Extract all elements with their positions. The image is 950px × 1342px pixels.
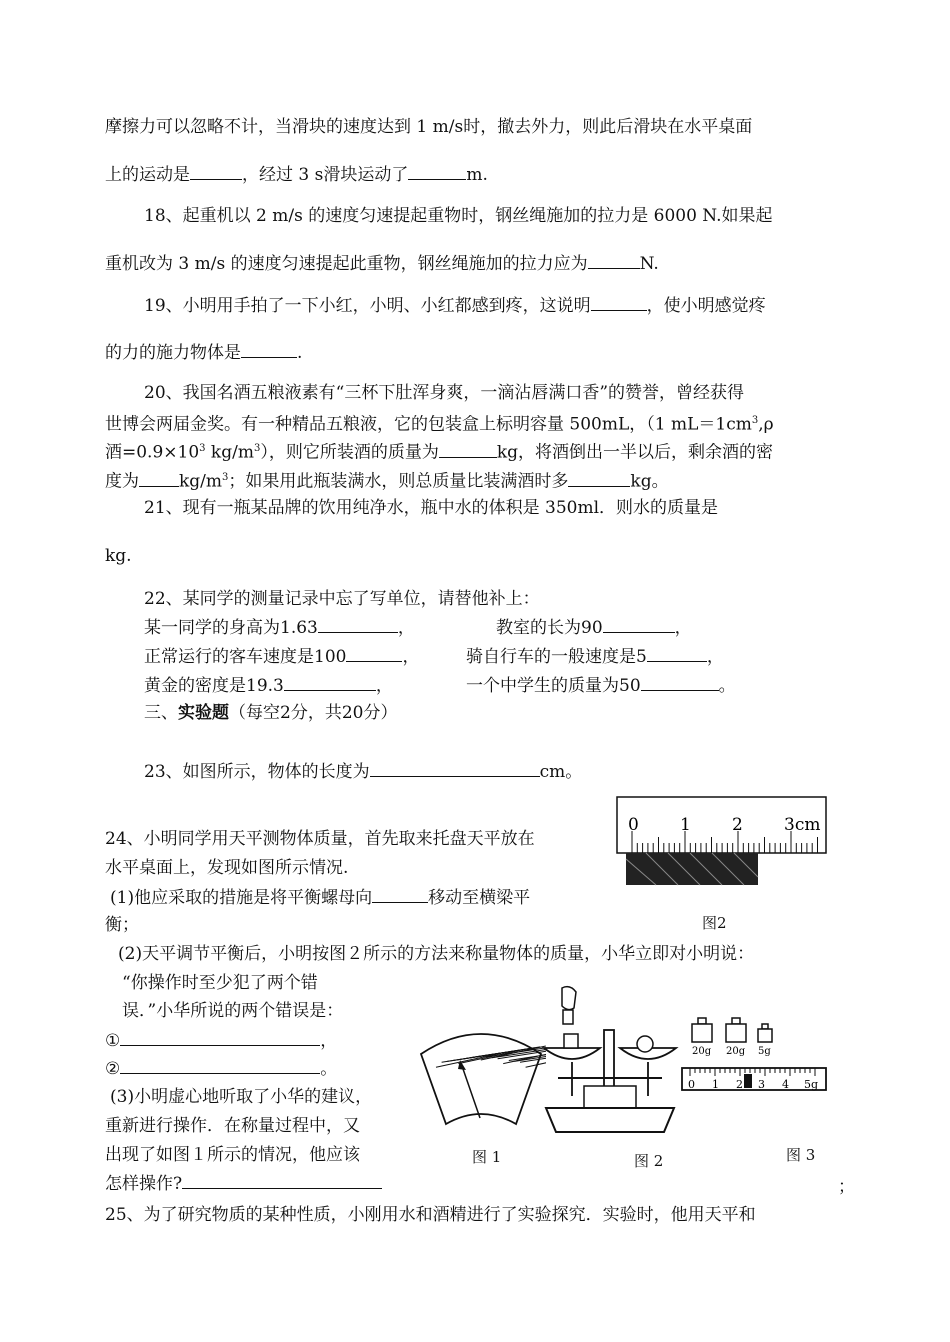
- q24-line13: 怎样操作?: [105, 1172, 382, 1195]
- q20-line3: 酒$=0.9\times 10^3$ $kg/m^3$），则它所装酒的质量为 kg，将酒倒出一半以后，剩余酒的密: [105, 442, 774, 463]
- balance-base: [546, 1108, 674, 1132]
- q18-line1: 18、起重机以 2 m/s 的速度匀速提起重物时，钢丝绳施加的拉力是 6000 N.如果起: [144, 206, 773, 226]
- q24-line1: 24、小明同学用天平测物体质量，首先取来托盘天平放在: [105, 829, 535, 849]
- hand-icon: [562, 987, 576, 1010]
- q24-line4: 衡；: [105, 915, 139, 935]
- left-pan: [544, 1048, 600, 1059]
- q24-line11: 重新进行操作．在称量过程中，又: [105, 1116, 360, 1136]
- answer-blank: [591, 294, 647, 311]
- answer-blank: [318, 616, 398, 633]
- q25-line1: 25、为了研究物质的某种性质，小刚用水和酒精进行了实验探究．实验时，他用天平和: [105, 1205, 756, 1225]
- answer-blank: [588, 252, 640, 269]
- q19-line2: 的力的施力物体是 .: [105, 343, 303, 363]
- answer-blank: [647, 645, 707, 662]
- q22-row3-right: 一个中学生的质量为50 。: [466, 676, 736, 696]
- weight-icon: [563, 1010, 573, 1024]
- ruler-label: 1: [680, 815, 691, 835]
- answer-blank: [372, 886, 428, 903]
- q18-line2: 重机改为 3 m/s 的速度匀速提起此重物，钢丝绳施加的拉力应为 N.: [105, 254, 659, 274]
- answer-blank: [568, 470, 630, 487]
- q22-row1-right: 教室的长为90 ，: [496, 618, 692, 638]
- q20-line4: 度为 $kg/m^3$；如果用此瓶装满水，则总质量比装满酒时多 kg。: [105, 471, 669, 492]
- figure-caption: 图 2: [634, 1152, 664, 1170]
- q24-line9: ② 。: [105, 1059, 338, 1079]
- answer-blank: [139, 470, 179, 487]
- q24-line5: (2)天平调节平衡后，小明按图２所示的方法来称量物体的质量，小华立即对小明说：: [118, 944, 755, 964]
- ruler-label: 3cm: [784, 815, 821, 835]
- figure-caption: 图 3: [786, 1146, 816, 1164]
- answer-blank: [603, 616, 675, 633]
- ruler-figure: [616, 796, 828, 888]
- q22-row3: 黄金的密度是19.3 ，: [144, 676, 393, 696]
- answer-blank: [641, 674, 719, 691]
- q24-line7: 误．”小华所说的两个错误是：: [122, 1001, 344, 1021]
- answer-blank: [439, 441, 497, 458]
- balance-figure: [540, 984, 680, 1144]
- scale-label: 2: [736, 1078, 743, 1091]
- q20-line1: 20、我国名酒五粮液素有“三杯下肚浑身爽，一滴沾唇满口香”的赞誉，曾经获得: [144, 383, 745, 403]
- answer-blank: [408, 163, 466, 180]
- ruler-caption: 图2: [702, 914, 727, 932]
- q24-line2: 水平桌面上，发现如图所示情况.: [105, 858, 349, 878]
- answer-blank: [120, 1029, 320, 1046]
- answer-blank: [190, 163, 242, 180]
- weight-20g-icon: [692, 1018, 712, 1042]
- q24-line6: “你操作时至少犯了两个错: [122, 973, 318, 993]
- answer-blank: [182, 1172, 382, 1189]
- q24-line12: 出现了如图１所示的情况，他应该: [105, 1145, 360, 1165]
- scale-label: 4: [782, 1078, 789, 1091]
- answer-blank: [346, 645, 402, 662]
- section-heading: 三、实验题（每空2分，共20分）: [144, 703, 398, 723]
- q20-line2: 世博会两届金奖。有一种精品五粮液，它的包装盒上标明容量 500mL，（1 $mL=1cm^3,\rho$: [105, 414, 774, 435]
- weight-label: 20g: [692, 1046, 712, 1057]
- answer-blank: [370, 760, 540, 777]
- weight-5g-icon: [758, 1024, 772, 1042]
- q22-row2: 正常运行的客车速度是100 ，: [144, 647, 420, 667]
- weight-label: 20g: [726, 1046, 746, 1057]
- q24-line13-end: ；: [838, 1177, 855, 1197]
- q22-title: 22、某同学的测量记录中忘了写单位，请替他补上：: [144, 589, 540, 609]
- q24-line8: ① ，: [105, 1031, 338, 1051]
- q22-row2-right: 骑自行车的一般速度是5 ，: [466, 647, 724, 667]
- q22-row1: 某一同学的身高为1.63 ，: [144, 618, 415, 638]
- object-icon: [637, 1036, 653, 1052]
- q24-line10: (3)小明虚心地听取了小华的建议，: [110, 1087, 373, 1107]
- q21-line1: 21、现有一瓶某品牌的饮用纯净水，瓶中水的体积是 350ml．则水的质量是: [144, 498, 719, 518]
- answer-blank: [241, 341, 297, 358]
- q23-line: 23、如图所示，物体的长度为 cm。: [144, 762, 583, 782]
- scale-label: 3: [758, 1078, 765, 1091]
- answer-blank: [284, 674, 376, 691]
- ruler-label: 2: [732, 815, 743, 835]
- rider-icon: [744, 1074, 752, 1088]
- q17-line1: 摩擦力可以忽略不计，当滑块的速度达到 1 m/s时，撤去外力，则此后滑块在水平桌面: [105, 117, 753, 137]
- weight-label: 5g: [758, 1046, 771, 1057]
- figure-caption: 图 1: [472, 1148, 502, 1166]
- scale-label: 0: [688, 1078, 695, 1091]
- scale-label: 5g: [804, 1078, 819, 1091]
- q24-line3: (1)他应采取的措施是将平衡螺母向 移动至横梁平: [110, 888, 531, 908]
- ruler-label: 0: [628, 815, 639, 835]
- q19-line1: 19、小明用手拍了一下小红，小明、小红都感到疼，这说明 ，使小明感觉疼: [144, 296, 766, 316]
- scale-label: 1: [712, 1078, 719, 1091]
- q21-line2: kg.: [105, 546, 132, 566]
- answer-blank: [120, 1057, 320, 1074]
- weights-figure: [680, 1014, 830, 1098]
- dial-figure: [416, 1014, 546, 1138]
- weight-20g-icon: [726, 1018, 746, 1042]
- q17-line2: 上的运动是 ，经过 3 s滑块运动了 m.: [105, 165, 488, 185]
